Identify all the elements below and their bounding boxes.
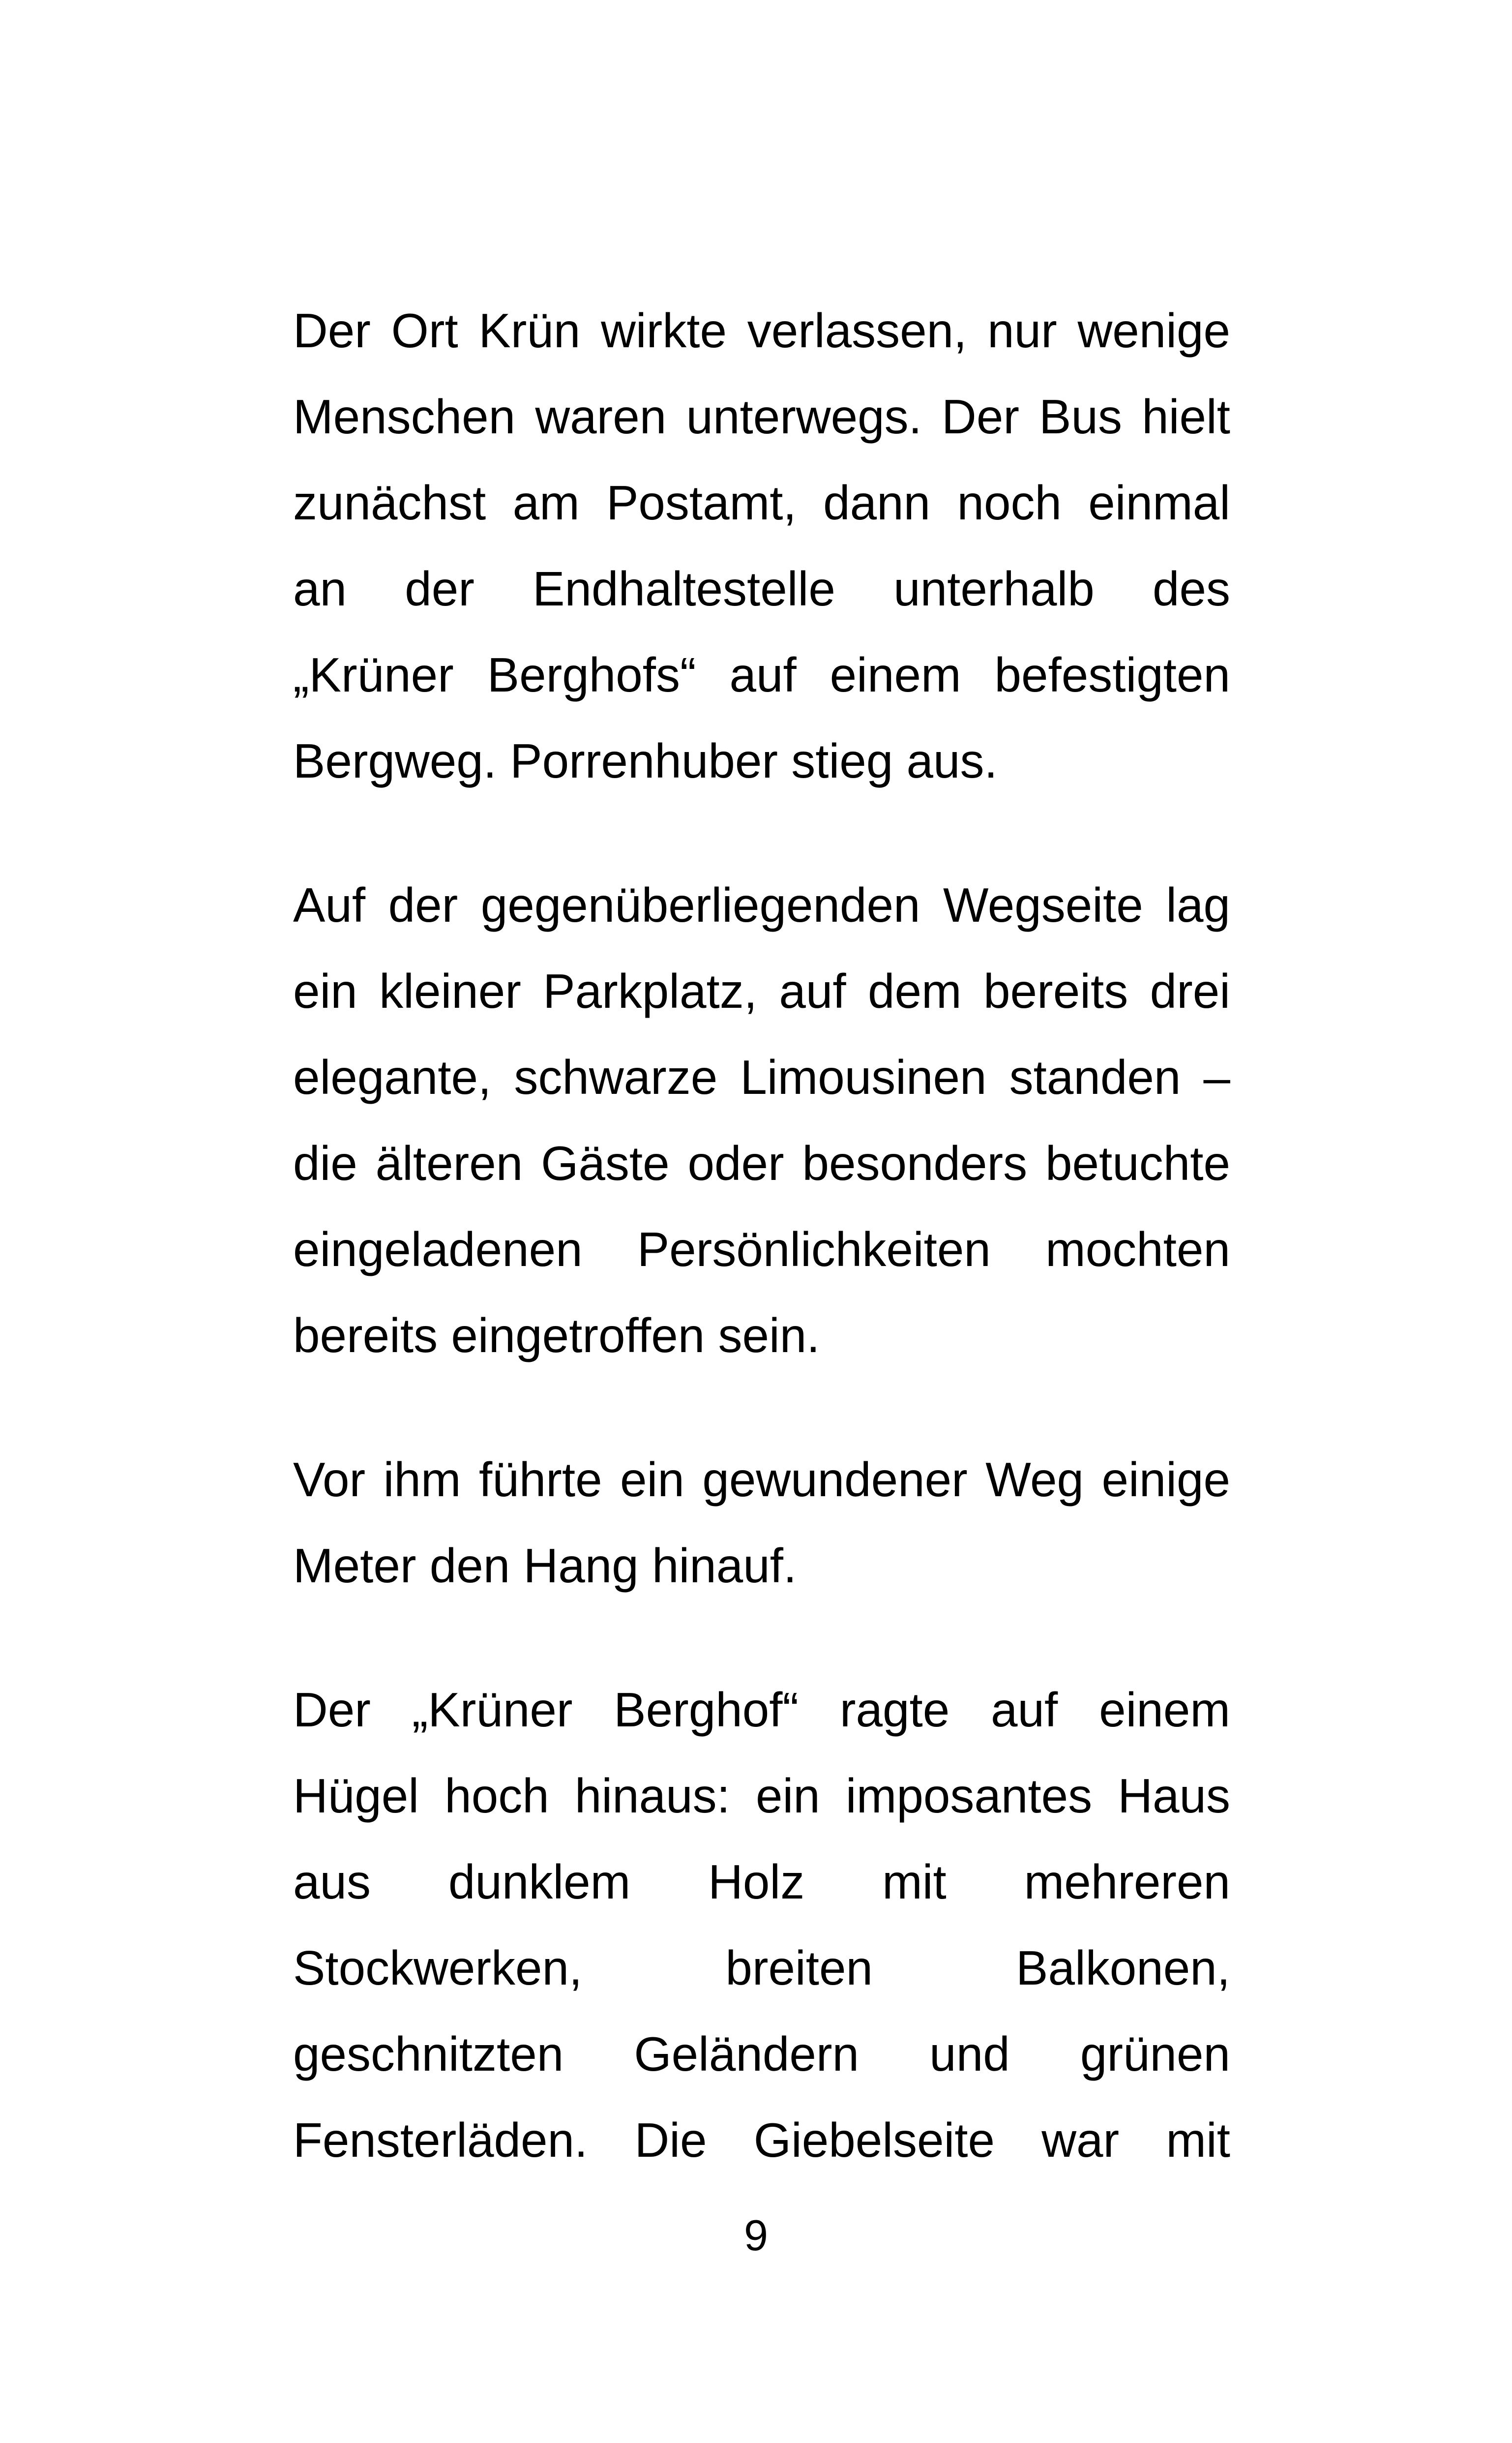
text-line: zunächst am Postamt, dann noch einmal xyxy=(293,476,1230,530)
text-line: geschnitzten Geländern und grünen xyxy=(293,2027,1230,2081)
text-line: Meter den Hang hinauf. xyxy=(293,1538,797,1593)
text-line: bereits eingetroffen sein. xyxy=(293,1308,820,1362)
text-line: die älteren Gäste oder besonders betuchte xyxy=(293,1136,1230,1190)
text-line: Stockwerken, breiten Balkonen, xyxy=(293,1941,1230,1995)
text-line: Vor ihm führte ein gewundener Weg einige xyxy=(293,1452,1230,1507)
body-text xyxy=(293,288,1230,2241)
text-line: Hügel hoch hinaus: ein imposantes Haus xyxy=(293,1769,1230,1823)
page-number: 9 xyxy=(744,2211,768,2260)
text-line: ein kleiner Parkplatz, auf dem bereits drei xyxy=(293,964,1230,1018)
text-line: elegante, schwarze Limousinen standen – xyxy=(293,1050,1230,1104)
text-line: an der Endhaltestelle unterhalb des xyxy=(293,562,1230,616)
paragraph-1 xyxy=(293,288,1230,804)
text-line: Menschen waren unterwegs. Der Bus hielt xyxy=(293,390,1230,444)
text-line: „Krüner Berghofs“ auf einem befestigten xyxy=(293,648,1230,702)
text-line: aus dunklem Holz mit mehreren xyxy=(293,1855,1230,1909)
paragraph-4 xyxy=(293,1667,1230,2183)
text-line: eingeladenen Persönlichkeiten mochten xyxy=(293,1222,1230,1276)
paragraph-3 xyxy=(293,1437,1230,1609)
text-line: Auf der gegenüberliegenden Wegseite lag xyxy=(293,878,1230,932)
text-line: Der „Krüner Berghof“ ragte auf einem xyxy=(293,1683,1230,1737)
paragraph-2 xyxy=(293,862,1230,1379)
text-line: Bergweg. Porrenhuber stieg aus. xyxy=(293,734,998,788)
text-line: Der Ort Krün wirkte verlassen, nur wenige xyxy=(293,303,1230,358)
text-line: Fensterläden. Die Giebelseite war mit xyxy=(293,2113,1230,2167)
